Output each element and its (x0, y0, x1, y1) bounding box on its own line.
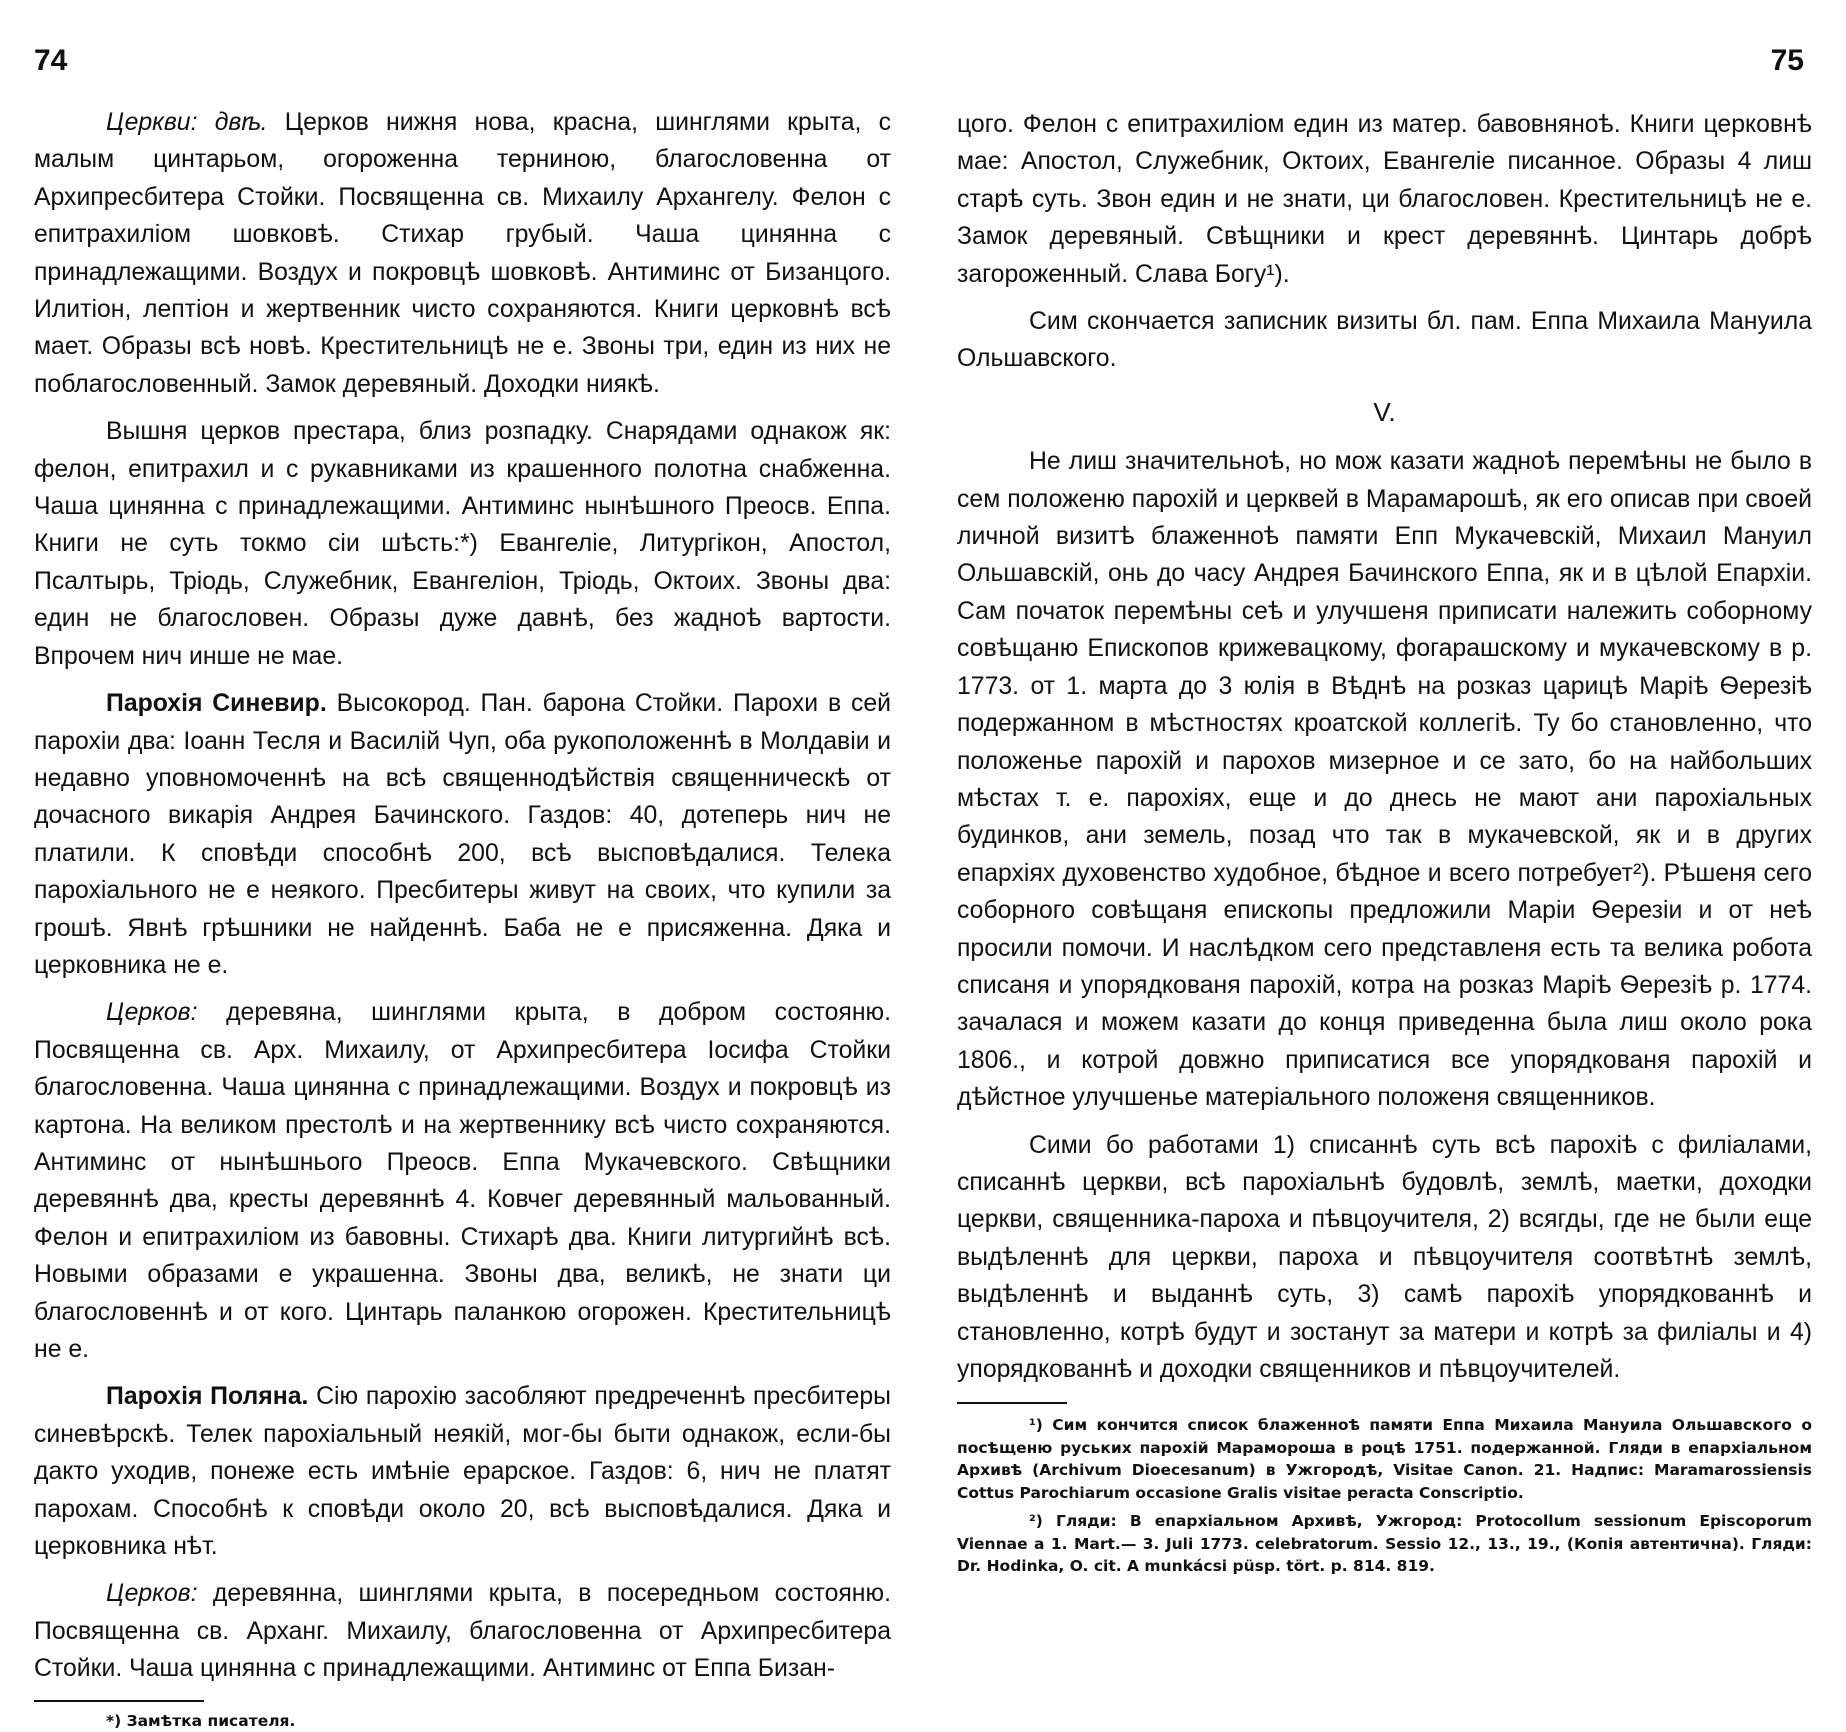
paragraph-text: деревянна, шинглями крыта, в посередньом состояню. Посвященна св. Арханг. Михаилу, благословенна от Архипресбитера Стойки. Чаша цинянна с принадлежащими. Антиминс от Еппа Бизан- (34, 1580, 891, 1683)
parish-heading: Парохія Синевир. (106, 690, 327, 718)
paragraph-text: Сію парохію засобляют предреченнѣ пресбитеры синевѣрскѣ. Телек парохіальный неякій, мог-бы быти однакож, если-бы дакто уходив, понеже есть имѣніе ерарское. Газдов: 6, нич не платят парохам. Способнѣ к сповѣди около 20, всѣ высповѣдалися. Дяка и церковника нѣт. (34, 1383, 891, 1561)
paragraph-lead: Церкви: двѣ. (106, 109, 268, 136)
paragraph-text: Церков нижня нова, красна, шинглями крыта, с малым цинтарьом, огороженна терниною, благословенна от Архипресбитера Стойки. Посвященна св. Михаилу Архангелу. Фелон с епитрахиліом шовковѣ. Стихар грубый. Чаша цинянна с принадлежащими. Воздух и покровцѣ шовковѣ. Антиминс от Бизанцого. Илитіон, лептіон и жертвенник чисто сохраняются. Книги церковнѣ всѣ мает. Образы всѣ новѣ. Крестительницѣ не е. Звоны три, един из них не поблагословенный. Замок деревяный. Доходки ниякѣ. (34, 109, 892, 398)
paragraph: Сим скончается записник визиты бл. пам. Еппа Михаила Мануила Ольшавского. (957, 308, 1812, 373)
page-number: 75 (1770, 44, 1804, 77)
paragraph: цого. Фелон с епитрахиліом един из матер. бавовняноѣ. Книги церковнѣ мае: Апостол, Служебник, Октоих, Евангеліе писанное. Образы 4 лиш старѣ суть. Звон един и не знати, ци благословен. Крестительницѣ не е. Замок деревяный. Свѣщники и крест деревяннѣ. Цинтарь добрѣ загороженный. Слава Богу¹). (957, 111, 1812, 288)
right-page (923, 0, 1846, 1576)
paragraph: Вышня церков престара, близ розпадку. Снарядами однакож як: фелон, епитрахил и с рукавниками из крашенного полотна снабженна. Чаша цинянна с принадлежащими. Антиминс нынѣшного Преосв. Еппа. Книги не суть токмо сіи шѣсть:*) Евангеліе, Литургікон, Апостол, Псалтырь, Тріодь, Служебник, Евангеліон, Тріодь, Октоих. Звоны два: един не благословен. Образы дуже давнѣ, без жадноѣ вартости. Впрочем нич инше не мае. (34, 418, 891, 670)
footnote: *) Замѣтка писателя. (106, 1711, 296, 1730)
page-number: 74 (34, 44, 68, 77)
text-column (957, 106, 1812, 1578)
paragraph (34, 1575, 891, 1687)
footnote: ²) Гляди: В епархіальном Архивѣ, Ужгород: Protocollum sessionum Episcoporum Viennae a 1. Mart.— 3. Juli 1773. celebratorum. Sessio 12., 13., 19., (Копія автентична). Гляди: Dr. Hodinka, O. cit. A munkácsi püsp. tört. p. 814. 819. (957, 1512, 1812, 1576)
paragraph-lead: Церков: (106, 999, 198, 1027)
paragraph (34, 1378, 891, 1565)
footnote-rule (957, 1402, 1067, 1404)
section-heading: V. (1373, 396, 1396, 427)
text-column (34, 104, 891, 1732)
paragraph (34, 104, 891, 403)
footnote-rule (34, 1700, 204, 1702)
paragraph-text: деревяна, шинглями крыта, в добром состояню. Посвященна св. Арх. Михаилу, от Архипресбитера Іосифа Стойки благословенна. Чаша цинянна с принадлежащими. Воздух и покровцѣ из картона. На великом престолѣ и на жертвеннику всѣ чисто сохраняются. Антиминс от нынѣшнього Преосв. Еппа Мукачевского. Свѣщники деревяннѣ два, кресты деревяннѣ 4. Ковчег деревянный мальованный. Фелон и епитрахиліом из бавовны. Стихарѣ два. Книги литургийнѣ всѣ. Новыми образами е украшенна. Звоны два, великѣ, не знати ци благословеннѣ и от кого. Цинтарь паланкою огорожен. Крестительницѣ не е. (34, 999, 891, 1363)
parish-heading: Парохія Поляна. (106, 1383, 309, 1411)
paragraph: Сими бо работами 1) списаннѣ суть всѣ парохіѣ с филіалами, списаннѣ церкви, всѣ парохіальнѣ будовлѣ, землѣ, маетки, доходки церкви, священника-пароха и пѣвцоучителя, 2) всягды, где не были еще выдѣленнѣ для церкви, пароха и пѣвцоучителя соотвѣтнѣ землѣ, выдѣленнѣ и выданнѣ суть, 3) самѣ парохіѣ упорядкованнѣ и становленно, котрѣ будут и зостанут за матери и котрѣ за филіалы и 4) упорядкованнѣ и доходки священников и пѣвцоучителей. (957, 1131, 1812, 1383)
paragraph (34, 994, 891, 1368)
paragraph-lead: Церков: (106, 1580, 198, 1608)
paragraph: Не лиш значительноѣ, но мож казати жадноѣ перемѣны не было в сем положеню парохій и церквей в Марамарошѣ, як его описав при своей личной визитѣ блаженноѣ памяти Епп Мукачевскій, Михаил Мануил Ольшавскій, онь до часу Андрея Бачинского Еппа, як и в цѣлой Епархіи. Сам початок перемѣны сеѣ и улучшеня приписати належить соборному совѣщаню Епископов крижевацкому, фогарашскому и мукачевскому в р. 1773. от 1. марта до 3 юлія в Вѣднѣ на розказ царицѣ Маріѣ Ѳерезіѣ подержанном в мѣстностях кроатской коллегіѣ. Ту бо становленно, что положенье парохій и парохов мизерное и се зато, бо на найбольших мѣстах т. е. парохіях, еще и до днесь не мают ани парохіальных будинков, ани земель, позад что так в мукачевской, як и в других епархіях духовенство худобное, бѣдное и всего потребует²). Рѣшеня сего соборного совѣщаня епископы предложили Маріи Ѳерезіи и от неѣ просили помочи. И наслѣдком сего представленя есть та велика робота списаня и упорядкованя парохій, котра на розказ Маріѣ Ѳерезіѣ р. 1774. зачалася и можем казати до конця приведенна была лиш около рока 1806., и котрой довжно приписатися все упорядкованя парохій и дѣйстное улучшенье матеріального положеня священников. (957, 448, 1812, 1112)
paragraph (34, 685, 891, 984)
left-page (0, 0, 923, 1730)
footnote: ¹) Сим кончится список блаженноѣ памяти Еппа Михаила Мануила Ольшавского о посѣщеню руських парохій Марамороша в роцѣ 1751. подержанной. Гляди в епархіальном Архивѣ (Archivum Dioecesanum) в Ужгородѣ, Visitae Canon. 21. Надпис: Maramarossiensis Cottus Parochiarum occasione Gralis visitae peracta Conscriptio. (957, 1416, 1812, 1502)
paragraph-text: Высокород. Пан. барона Стойки. Парохи в сей парохіи два: Іоанн Тесля и Василій Чуп, оба рукоположеннѣ в Молдавіи и недавно уповномоченнѣ на всѣ священнодѣйствія священническѣ от дочасного викарія Андрея Бачинского. Газдов: 40, дотеперь нич не платили. К сповѣди способнѣ 200, всѣ высповѣдалися. Телека парохіального не е неякого. Пресбитеры живут на своих, что купили за грошѣ. Явнѣ грѣшники не найденнѣ. Баба не е присяженна. Дяка и церковника не е. (34, 690, 891, 979)
